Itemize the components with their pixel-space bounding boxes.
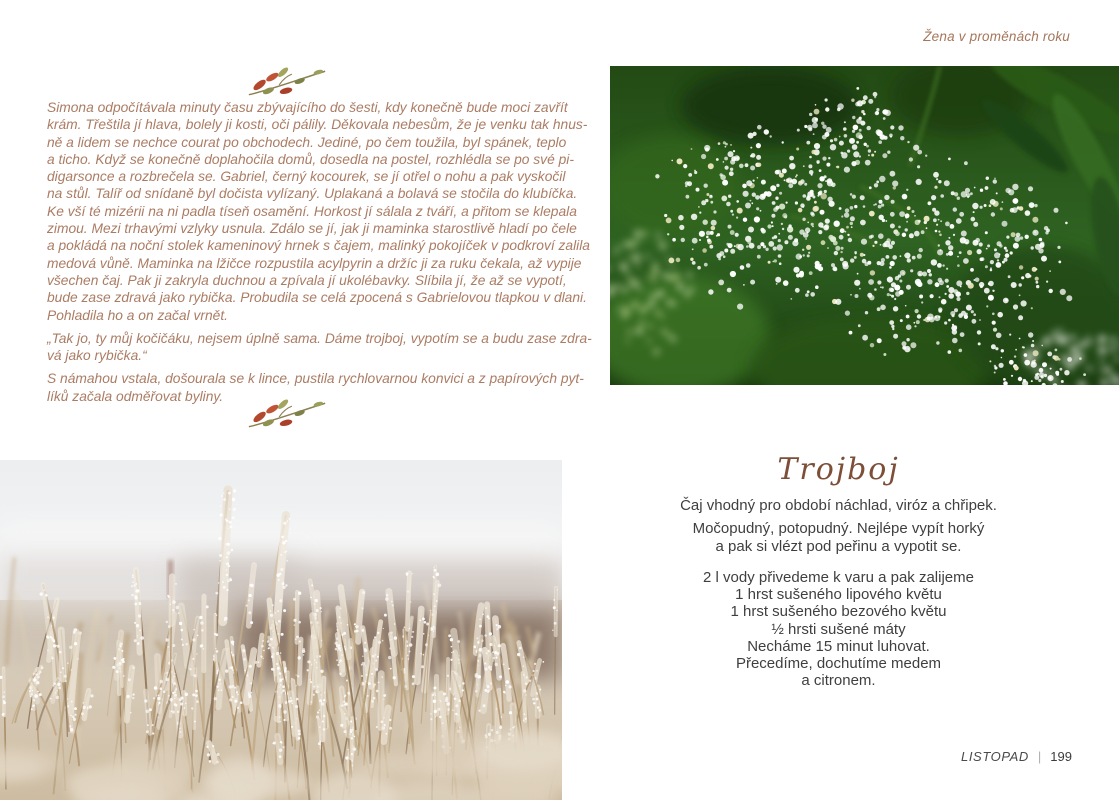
story-text: Simona odpočítávala minuty času zbývajícího do šesti, kdy konečně bude moci zavřít krám. Třeštila jí hlava, bolely ji kosti, oči pálily. Děkovala nebesům, že je venku tak hnus- ně a lidem se nechce courat po obchodech. Jediné, po čem toužila, byl spánek, teplo a ticho. Když se konečně doplahočila domů, dosedla na postel, rozhlédla se po své pi- digarsonce a rozbrečela se. Gabriel, černý kocourek, se jí otřel o nohu a pak vyskočil na stůl. Talíř od snídaně byl dočista vylízaný. Uplakaná a bolavá se stočila do klubíčka. Ke vší té mizérii na ni padla tíseň osamění. Horkost jí sálala z tváří, a přitom se klepala zimou. Mezi trhavými vzlyky usnula. Zdálo se jí, jak ji maminka starostlivě hladí po čele a pokládá na noční stolek kameninový hrnek s čajem, malinký pokojíček v podkroví zalila medová vůně. Maminka na lžičce rozpustila acylpyrin a držíc ji za ruku čekala, až vypije všechen čaj. Pak ji zakryla duchnou a zpívala jí ukolébavky. Slíbila jí, že až se vypotí, bude zase zdravá jako rybička. Probudila se celá zpocená s Gabrielovou tlapkou v dlani. Pohladila ho a on začal vrnět. „Tak jo, ty můj kočičáku, nejsem úplně sama. Dáme trojboj, vypotím se a budu zase zdra- vá jako rybička.“ S námahou vstala, došourala se k lince, pustila rychlovarnou konvici a z papírových pyt- líků začala odměřovat byliny.: [47, 100, 592, 404]
recipe-title: Trojboj: [777, 452, 900, 487]
watercolor-twig-ornament-icon: [243, 64, 331, 100]
recipe-instructions: 2 l vody přivedeme k varu a pak zalijeme 1 hrst sušeného lipového květu 1 hrst sušeného bezového květu ½ hrsti sušené máty Necháme 15 minut luhovat. Přecedíme, dochutíme medem a citronem.: [703, 569, 974, 690]
footer-separator: |: [1037, 749, 1042, 764]
frost-grass-photo: [0, 460, 562, 800]
recipe-block: [640, 452, 1037, 689]
elderflower-photo: [610, 66, 1119, 385]
page-footer: [961, 749, 1072, 764]
recipe-intro: Čaj vhodný pro období náchlad, viróz a chřipek. Močopudný, potopudný. Nejlépe vypít horký a pak si vlézt pod peřinu a vypotit se.: [680, 497, 997, 555]
footer-month: LISTOPAD: [961, 749, 1029, 764]
watercolor-twig-ornament-icon: [243, 396, 331, 432]
running-head: Žena v proměnách roku: [923, 29, 1070, 44]
footer-page-number: 199: [1050, 749, 1072, 764]
